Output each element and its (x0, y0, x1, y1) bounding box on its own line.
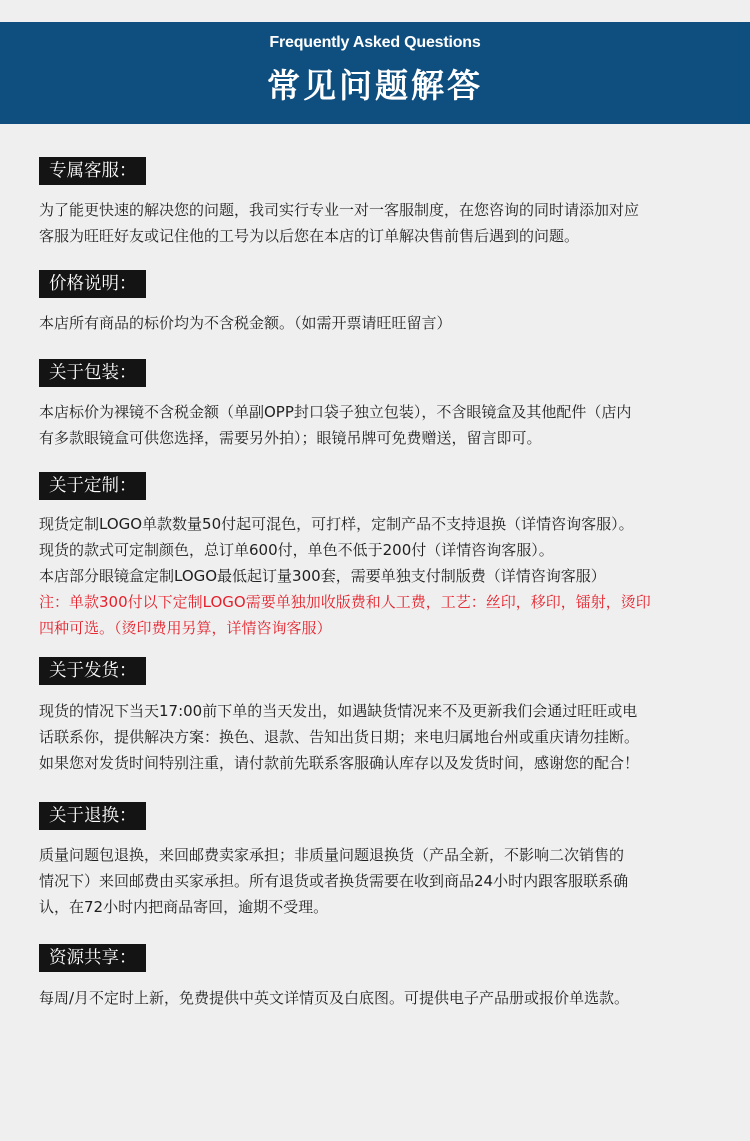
text-line: 现货定制LOGO单款数量50付起可混色，可打样，定制产品不支持退换（详情咨询客服）。 (39, 515, 634, 533)
note-line: 注：单款300付以下定制LOGO需要单独加收版费和人工费，工艺：丝印，移印，镭射，烫印 (39, 593, 651, 611)
text-line: 本店标价为裸镜不含税金额（单副OPP封口袋子独立包装），不含眼镜盒及其他配件（店内 (39, 403, 632, 421)
text-line: 有多款眼镜盒可供您选择，需要另外拍）；眼镜吊牌可免费赠送，留言即可。 (39, 429, 542, 447)
section-body-shipping (39, 698, 739, 776)
section-body-resources (39, 985, 739, 1011)
section-body-returns (39, 842, 739, 920)
page-header (0, 22, 750, 124)
section-body-exclusive-service (39, 197, 739, 249)
text-line: 本店部分眼镜盒定制LOGO最低起订量300套，需要单独支付制版费（详情咨询客服） (39, 567, 606, 585)
header-title-en: Frequently Asked Questions (269, 34, 481, 51)
text-line: 如果您对发货时间特别注重，请付款前先联系客服确认库存以及发货时间，感谢您的配合！ (39, 754, 640, 772)
header-title-zh: 常见问题解答 (267, 66, 483, 105)
section-body-price (39, 310, 739, 336)
section-body-packaging (39, 399, 739, 451)
text-line: 认，在72小时内把商品寄回，逾期不受理。 (39, 898, 329, 916)
section-body-customization (39, 511, 739, 641)
top-strip (0, 0, 750, 22)
text-line: 为了能更快速的解决您的问题，我司实行专业一对一客服制度，在您咨询的同时请添加对应 (39, 201, 640, 219)
text-line: 现货的款式可定制颜色，总订单600付，单色不低于200付（详情咨询客服）。 (39, 541, 554, 559)
text-line: 每周/月不定时上新，免费提供中英文详情页及白底图。可提供电子产品册或报价单选款。 (39, 989, 630, 1007)
section-label-shipping: 关于发货： (39, 657, 146, 685)
text-line: 质量问题包退换，来回邮费卖家承担；非质量问题退换货（产品全新，不影响二次销售的 (39, 846, 625, 864)
text-line: 本店所有商品的标价均为不含税金额。（如需开票请旺旺留言） (39, 314, 452, 332)
section-label-resources: 资源共享： (39, 944, 146, 972)
text-line: 话联系你，提供解决方案：换色、退款、告知出货日期；来电归属地台州或重庆请勿挂断。 (39, 728, 640, 746)
section-label-price: 价格说明： (39, 270, 146, 298)
section-label-exclusive-service: 专属客服： (39, 157, 146, 185)
text-line: 现货的情况下当天17:00前下单的当天发出，如遇缺货情况来不及更新我们会通过旺旺或电 (39, 702, 638, 720)
section-label-returns: 关于退换： (39, 802, 146, 830)
section-label-packaging: 关于包装： (39, 359, 146, 387)
note-line: 四种可选。（烫印费用另算，详情咨询客服） (39, 619, 332, 637)
text-line: 情况下）来回邮费由买家承担。所有退货或者换货需要在收到商品24小时内跟客服联系确 (39, 872, 629, 890)
section-label-customization: 关于定制： (39, 472, 146, 500)
text-line: 客服为旺旺好友或记住他的工号为以后您在本店的订单解决售前售后遇到的问题。 (39, 227, 580, 245)
